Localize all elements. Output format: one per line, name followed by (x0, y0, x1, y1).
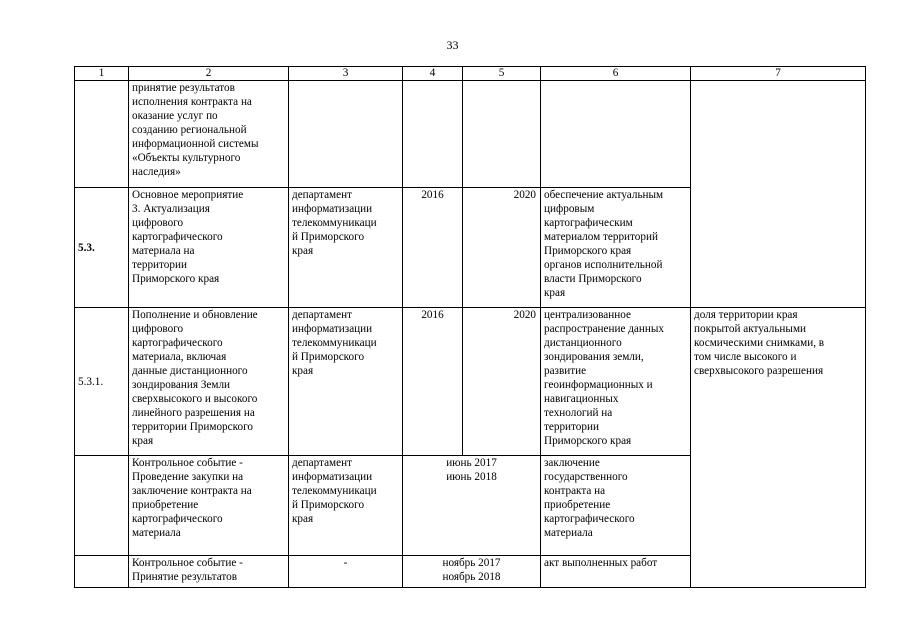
executor (289, 81, 403, 188)
end-year: 2020 (463, 188, 541, 308)
executor: департамент информатизации телекоммуникаци й Приморского края (289, 188, 403, 308)
end-year (463, 81, 541, 188)
control-dates: ноябрь 2017 ноябрь 2018 (403, 556, 541, 588)
row-number: 5.3. (75, 188, 129, 308)
row-number (75, 81, 129, 188)
measure-name: Основное мероприятие 3. Актуализация цифрового картографического материала на территории Приморского края (129, 188, 289, 308)
start-year (403, 81, 463, 188)
row-number (75, 456, 129, 556)
start-year: 2016 (403, 188, 463, 308)
expected-result: заключение государственного контракта на приобретение картографического материала (541, 456, 691, 556)
header-col-7: 7 (691, 67, 866, 81)
header-col-3: 3 (289, 67, 403, 81)
program-table (74, 66, 866, 588)
expected-result: обеспечение актуальным цифровым картографическим материалом территорий Приморского края органов исполнительной власти Приморского края (541, 188, 691, 308)
executor: департамент информатизации телекоммуникаци й Приморского края (289, 308, 403, 456)
measure-name: принятие результатов исполнения контракта на оказание услуг по созданию региональной информационной системы «Объекты культурного наследия» (129, 81, 289, 188)
row-number (75, 556, 129, 588)
header-col-1: 1 (75, 67, 129, 81)
table-row (75, 308, 866, 456)
measure-name: Контрольное событие - Проведение закупки на заключение контракта на приобретение картографического материала (129, 456, 289, 556)
table-row (75, 81, 866, 188)
expected-result: централизованное распространение данных дистанционного зондирования земли, развитие геоинформационных и навигационных технологий на территории Приморского края (541, 308, 691, 456)
page-number: 33 (446, 38, 459, 52)
indicator (691, 81, 866, 308)
end-year: 2020 (463, 308, 541, 456)
expected-result: акт выполненных работ (541, 556, 691, 588)
executor: - (289, 556, 403, 588)
start-year: 2016 (403, 308, 463, 456)
measure-name: Пополнение и обновление цифрового картографического материала, включая данные дистанционного зондирования Земли сверхвысокого и высокого линейного разрешения на территории Приморского края (129, 308, 289, 456)
header-col-2: 2 (129, 67, 289, 81)
header-col-6: 6 (541, 67, 691, 81)
expected-result (541, 81, 691, 188)
header-row (75, 67, 866, 81)
row-number: 5.3.1. (75, 308, 129, 456)
control-dates: июнь 2017 июнь 2018 (403, 456, 541, 556)
header-col-4: 4 (403, 67, 463, 81)
measure-name: Контрольное событие - Принятие результатов (129, 556, 289, 588)
header-col-5: 5 (463, 67, 541, 81)
indicator: доля территории края покрытой актуальными космическими снимками, в том числе высокого и сверхвысокого разрешения (691, 308, 866, 588)
executor: департамент информатизации телекоммуникаци й Приморского края (289, 456, 403, 556)
